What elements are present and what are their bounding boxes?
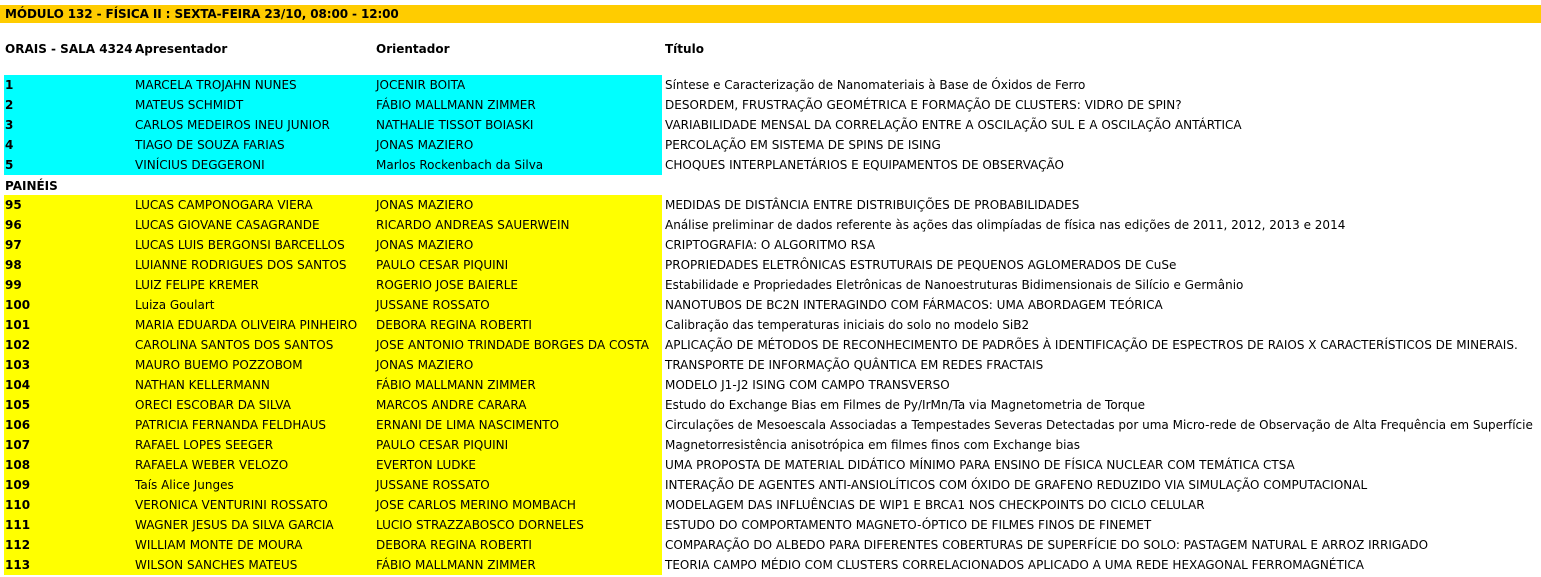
presenter-name: ORECI ESCOBAR DA SILVA <box>135 398 291 412</box>
row-highlight <box>4 75 662 95</box>
presentation-number: 113 <box>5 558 31 572</box>
presentation-number: 110 <box>5 498 31 512</box>
presentation-number: 111 <box>5 518 31 532</box>
presentation-title: APLICAÇÃO DE MÉTODOS DE RECONHECIMENTO DE PADRÕES À IDENTIFICAÇÃO DE ESPECTROS DE RAIOS X CARACTERÍSTICOS DE MINERAIS. <box>665 338 1518 352</box>
presenter-name: MARIA EDUARDA OLIVEIRA PINHEIRO <box>135 318 358 332</box>
presenter-name: MARCELA TROJAHN NUNES <box>135 78 297 92</box>
presenter-name: MATEUS SCHMIDT <box>135 98 244 112</box>
presentation-number: 112 <box>5 538 31 552</box>
table-row <box>0 455 1541 475</box>
presentation-number: 108 <box>5 458 31 472</box>
presentation-number: 101 <box>5 318 31 332</box>
row-highlight <box>4 95 662 115</box>
presentation-title: ESTUDO DO COMPORTAMENTO MAGNETO-ÓPTICO DE FILMES FINOS DE FINEMET <box>665 518 1152 532</box>
presentation-number: 97 <box>5 238 22 252</box>
presenter-name: CAROLINA SANTOS DOS SANTOS <box>135 338 334 352</box>
header-presenter: Apresentador <box>135 42 228 56</box>
presentation-number: 96 <box>5 218 22 232</box>
presenter-name: WILLIAM MONTE DE MOURA <box>135 538 303 552</box>
advisor-name: JOCENIR BOITA <box>376 78 466 92</box>
presentation-title: Estudo do Exchange Bias em Filmes de Py/IrMn/Ta via Magnetometria de Torque <box>665 398 1145 412</box>
presenter-name: WAGNER JESUS DA SILVA GARCIA <box>135 518 334 532</box>
header-session: ORAIS - SALA 4324 <box>5 42 133 56</box>
advisor-name: FÁBIO MALLMANN ZIMMER <box>376 378 536 392</box>
presentation-title: PROPRIEDADES ELETRÔNICAS ESTRUTURAIS DE PEQUENOS AGLOMERADOS DE CuSe <box>665 258 1177 272</box>
presentation-number: 3 <box>5 118 14 132</box>
row-highlight <box>4 375 662 395</box>
presentation-title: PERCOLAÇÃO EM SISTEMA DE SPINS DE ISING <box>665 138 941 152</box>
advisor-name: JONAS MAZIERO <box>376 138 474 152</box>
advisor-name: RICARDO ANDREAS SAUERWEIN <box>376 218 570 232</box>
presentation-title: CRIPTOGRAFIA: O ALGORITMO RSA <box>665 238 876 252</box>
presenter-name: LUCAS LUIS BERGONSI BARCELLOS <box>135 238 345 252</box>
row-highlight <box>4 535 662 555</box>
presentation-number: 1 <box>5 78 14 92</box>
presentation-number: 2 <box>5 98 14 112</box>
advisor-name: JUSSANE ROSSATO <box>376 298 490 312</box>
table-row <box>0 555 1541 575</box>
presenter-name: CARLOS MEDEIROS INEU JUNIOR <box>135 118 330 132</box>
advisor-name: NATHALIE TISSOT BOIASKI <box>376 118 534 132</box>
table-row <box>0 75 1541 95</box>
advisor-name: ERNANI DE LIMA NASCIMENTO <box>376 418 560 432</box>
header-title: Título <box>665 42 704 56</box>
table-row <box>0 255 1541 275</box>
presenter-name: LUIZ FELIPE KREMER <box>135 278 259 292</box>
presentation-title: Análise preliminar de dados referente às ações das olimpíadas de física nas edições de 2011, 2012, 2013 e 2014 <box>665 218 1346 232</box>
presentation-number: 95 <box>5 198 22 212</box>
row-highlight <box>4 135 662 155</box>
table-row <box>0 215 1541 235</box>
presenter-name: LUIANNE RODRIGUES DOS SANTOS <box>135 258 347 272</box>
row-highlight <box>4 455 662 475</box>
row-highlight <box>4 195 662 215</box>
presenter-name: WILSON SANCHES MATEUS <box>135 558 298 572</box>
presentation-title: TRANSPORTE DE INFORMAÇÃO QUÂNTICA EM REDES FRACTAIS <box>665 358 1044 372</box>
advisor-name: JOSE ANTONIO TRINDADE BORGES DA COSTA <box>376 338 650 352</box>
table-row <box>0 195 1541 215</box>
presentation-number: 104 <box>5 378 31 392</box>
table-row <box>0 115 1541 135</box>
table-row <box>0 235 1541 255</box>
row-highlight <box>4 275 662 295</box>
row-highlight <box>4 115 662 135</box>
advisor-name: FÁBIO MALLMANN ZIMMER <box>376 558 536 572</box>
advisor-name: FÁBIO MALLMANN ZIMMER <box>376 98 536 112</box>
presenter-name: NATHAN KELLERMANN <box>135 378 270 392</box>
row-highlight <box>4 475 662 495</box>
presentation-title: Magnetorresistência anisotrópica em filmes finos com Exchange bias <box>665 438 1081 452</box>
presentation-number: 99 <box>5 278 22 292</box>
presentation-title: Circulações de Mesoescala Associadas a Tempestades Severas Detectadas por uma Micro-rede de Observação de Alta Frequência em Superfície <box>665 418 1533 432</box>
module-title: MÓDULO 132 - FÍSICA II : SEXTA-FEIRA 23/10, 08:00 - 12:00 <box>5 7 399 21</box>
advisor-name: JUSSANE ROSSATO <box>376 478 490 492</box>
table-row <box>0 435 1541 455</box>
presentation-title: NANOTUBOS DE BC2N INTERAGINDO COM FÁRMACOS: UMA ABORDAGEM TEÓRICA <box>665 298 1163 312</box>
row-highlight <box>4 555 662 575</box>
table-row <box>0 495 1541 515</box>
presentation-title: VARIABILIDADE MENSAL DA CORRELAÇÃO ENTRE A OSCILAÇÃO SUL E A OSCILAÇÃO ANTÁRTICA <box>665 118 1242 132</box>
row-highlight <box>4 295 662 315</box>
table-row <box>0 375 1541 395</box>
presentation-title: TEORIA CAMPO MÉDIO COM CLUSTERS CORRELACIONADOS APLICADO A UMA REDE HEXAGONAL FERROMAGNÉTICA <box>665 558 1364 572</box>
row-highlight <box>4 355 662 375</box>
table-row <box>0 475 1541 495</box>
module-banner <box>0 5 1541 23</box>
header-advisor: Orientador <box>376 42 450 56</box>
table-row <box>0 275 1541 295</box>
presenter-name: VINÍCIUS DEGGERONI <box>135 158 265 172</box>
presenter-name: LUCAS CAMPONOGARA VIERA <box>135 198 313 212</box>
row-highlight <box>4 395 662 415</box>
presentation-number: 102 <box>5 338 31 352</box>
presentation-number: 5 <box>5 158 14 172</box>
presentation-title: MEDIDAS DE DISTÂNCIA ENTRE DISTRIBUIÇÕES DE PROBABILIDADES <box>665 198 1080 212</box>
presenter-name: LUCAS GIOVANE CASAGRANDE <box>135 218 320 232</box>
advisor-name: JOSE CARLOS MERINO MOMBACH <box>376 498 576 512</box>
presenter-name: Taís Alice Junges <box>135 478 234 492</box>
presenter-name: VERONICA VENTURINI ROSSATO <box>135 498 328 512</box>
advisor-name: ROGERIO JOSE BAIERLE <box>376 278 518 292</box>
table-row <box>0 415 1541 435</box>
presenter-name: PATRICIA FERNANDA FELDHAUS <box>135 418 326 432</box>
table-row <box>0 95 1541 115</box>
presentation-number: 105 <box>5 398 31 412</box>
table-row <box>0 315 1541 335</box>
advisor-name: LUCIO STRAZZABOSCO DORNELES <box>376 518 584 532</box>
table-row <box>0 395 1541 415</box>
row-highlight <box>4 415 662 435</box>
presentation-title: MODELAGEM DAS INFLUÊNCIAS DE WIP1 E BRCA1 NOS CHECKPOINTS DO CICLO CELULAR <box>665 498 1205 512</box>
presentation-title: MODELO J1-J2 ISING COM CAMPO TRANSVERSO <box>665 378 950 392</box>
presenter-name: Luiza Goulart <box>135 298 215 312</box>
table-row <box>0 515 1541 535</box>
presentation-number: 100 <box>5 298 31 312</box>
presentation-number: 107 <box>5 438 31 452</box>
table-row <box>0 535 1541 555</box>
presentation-title: Estabilidade e Propriedades Eletrônicas de Nanoestruturas Bidimensionais de Silício e Germânio <box>665 278 1244 292</box>
presentation-number: 103 <box>5 358 31 372</box>
presentation-number: 98 <box>5 258 22 272</box>
presenter-name: TIAGO DE SOUZA FARIAS <box>135 138 285 152</box>
advisor-name: DEBORA REGINA ROBERTI <box>376 538 532 552</box>
advisor-name: Marlos Rockenbach da Silva <box>376 158 544 172</box>
advisor-name: JONAS MAZIERO <box>376 238 474 252</box>
presentation-title: COMPARAÇÃO DO ALBEDO PARA DIFERENTES COBERTURAS DE SUPERFÍCIE DO SOLO: PASTAGEM NATURAL E ARROZ IRRIGADO <box>665 538 1429 552</box>
advisor-name: JONAS MAZIERO <box>376 358 474 372</box>
presenter-name: RAFAELA WEBER VELOZO <box>135 458 289 472</box>
advisor-name: DEBORA REGINA ROBERTI <box>376 318 532 332</box>
advisor-name: JONAS MAZIERO <box>376 198 474 212</box>
table-row <box>0 155 1541 175</box>
presentation-number: 4 <box>5 138 14 152</box>
presentation-title: CHOQUES INTERPLANETÁRIOS E EQUIPAMENTOS DE OBSERVAÇÃO <box>665 158 1064 172</box>
advisor-name: PAULO CESAR PIQUINI <box>376 438 509 452</box>
table-row <box>0 135 1541 155</box>
advisor-name: EVERTON LUDKE <box>376 458 476 472</box>
presentation-title: UMA PROPOSTA DE MATERIAL DIDÁTICO MÍNIMO PARA ENSINO DE FÍSICA NUCLEAR COM TEMÁTICA CTSA <box>665 458 1295 472</box>
table-row <box>0 335 1541 355</box>
presentation-title: INTERAÇÃO DE AGENTES ANTI-ANSIOLÍTICOS COM ÓXIDO DE GRAFENO REDUZIDO VIA SIMULAÇÃO COMPUTACIONAL <box>665 478 1368 492</box>
presentation-title: DESORDEM, FRUSTRAÇÃO GEOMÉTRICA E FORMAÇÃO DE CLUSTERS: VIDRO DE SPIN? <box>665 98 1182 112</box>
table-row <box>0 295 1541 315</box>
advisor-name: MARCOS ANDRE CARARA <box>376 398 527 412</box>
presentation-title: Síntese e Caracterização de Nanomateriais à Base de Óxidos de Ferro <box>665 78 1086 92</box>
table-row <box>0 355 1541 375</box>
presentation-number: 109 <box>5 478 31 492</box>
presentation-title: Calibração das temperaturas iniciais do solo no modelo SiB2 <box>665 318 1030 332</box>
paineis-section-label: PAINÉIS <box>5 179 58 193</box>
advisor-name: PAULO CESAR PIQUINI <box>376 258 509 272</box>
presentation-number: 106 <box>5 418 31 432</box>
row-highlight <box>4 155 662 175</box>
presenter-name: RAFAEL LOPES SEEGER <box>135 438 274 452</box>
presenter-name: MAURO BUEMO POZZOBOM <box>135 358 303 372</box>
row-highlight <box>4 435 662 455</box>
